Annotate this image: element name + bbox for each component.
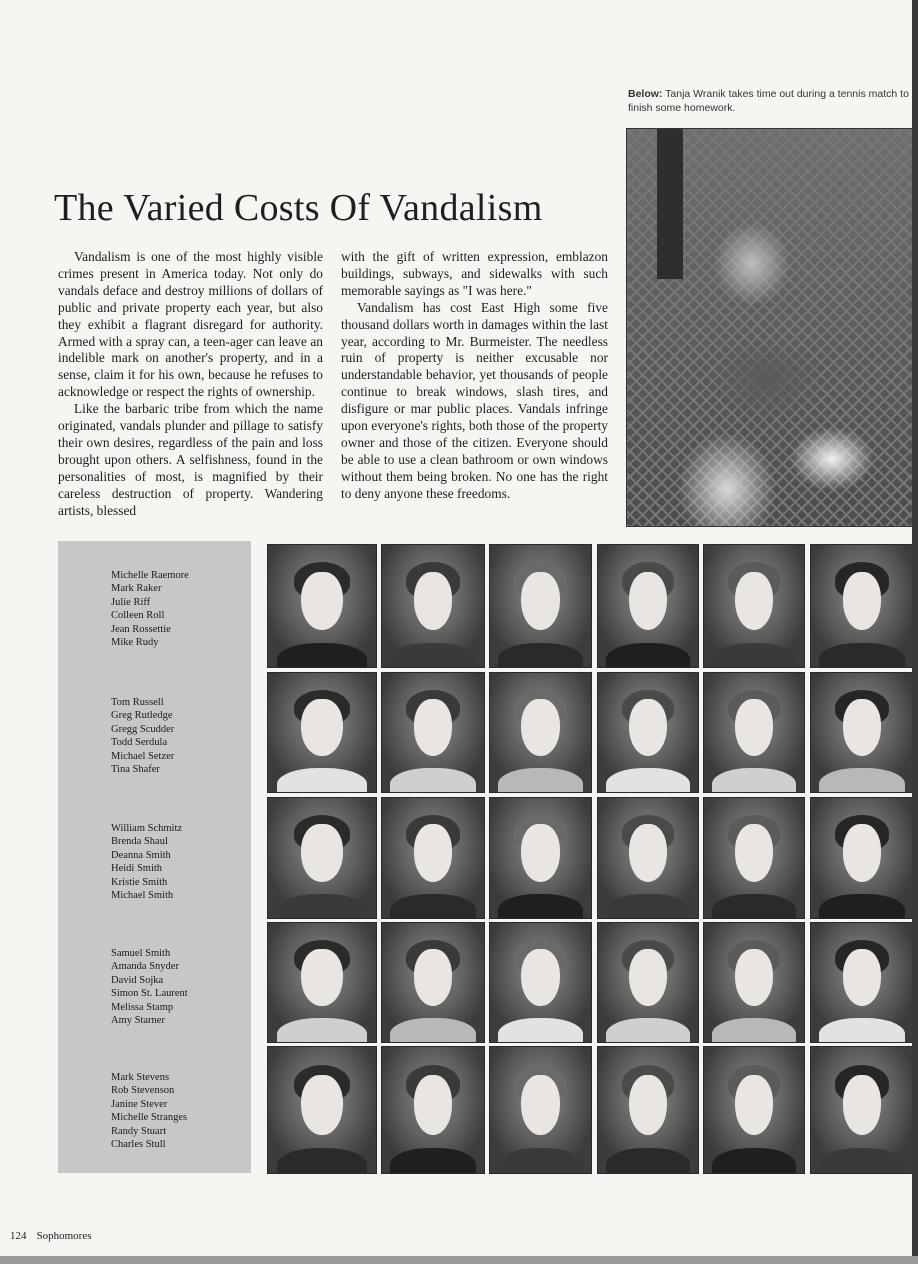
page-footer: [10, 1230, 92, 1242]
portrait-shoulders: [712, 768, 796, 793]
portrait-shoulders: [712, 643, 796, 668]
portrait-face: [521, 572, 559, 631]
student-name: Samuel Smith: [111, 948, 171, 959]
portrait-shoulders: [277, 1148, 368, 1174]
student-name: Melissa Stamp: [111, 1001, 174, 1013]
student-name: Amy Starner: [111, 1015, 165, 1027]
portrait-face: [843, 824, 882, 882]
student-portrait: [810, 672, 914, 793]
student-portrait: [381, 1046, 485, 1174]
portrait-shoulders: [498, 1148, 583, 1174]
student-portrait: [489, 922, 592, 1043]
portrait-face: [301, 699, 342, 756]
portrait-shoulders: [498, 1018, 583, 1043]
student-name: Mark Raker: [111, 583, 162, 595]
name-list-row-2: [111, 696, 251, 776]
portrait-shoulders: [712, 894, 796, 919]
portrait-shoulders: [277, 894, 368, 919]
name-list-row-4: [111, 947, 251, 1027]
student-portrait: [810, 797, 914, 919]
portrait-face: [521, 824, 559, 882]
article-title: The Varied Costs Of Vandalism: [54, 187, 543, 229]
feature-photo: [626, 128, 914, 527]
student-name: Charles Stull: [111, 1139, 166, 1151]
portrait-face: [414, 699, 453, 756]
student-name: Tina Shafer: [111, 764, 160, 776]
page-edge: [912, 0, 918, 1264]
student-portrait: [810, 922, 914, 1043]
portrait-shoulders: [606, 643, 690, 668]
paragraph: with the gift of written expression, emblazon buildings, subways, and sidewalks with such memorable sayings as "I was here.": [341, 249, 608, 298]
portrait-face: [629, 699, 667, 756]
student-name: Brenda Shaul: [111, 836, 168, 848]
student-portrait: [267, 544, 377, 668]
student-name: Rob Stevenson: [111, 1085, 175, 1097]
page-number: 124: [10, 1230, 27, 1242]
student-portrait: [381, 922, 485, 1043]
student-portrait: [703, 544, 805, 668]
student-portrait: [703, 922, 805, 1043]
caption-text: Tanja Wranik takes time out during a tennis match to finish some homework.: [628, 88, 909, 114]
student-portrait: [267, 922, 377, 1043]
portrait-face: [735, 1075, 773, 1135]
student-portrait: [381, 672, 485, 793]
student-name: Deanna Smith: [111, 849, 171, 861]
portrait-shoulders: [606, 1148, 690, 1174]
student-name: Mark Stevens: [111, 1072, 170, 1083]
article-column-2: [341, 249, 608, 503]
paragraph: Vandalism has cost East High some five thousand dollars worth in damages within the last year, according to Mr. Burmeister. The needless ruin of property is neither excusable nor understandable behavior, yet thousands of people continue to break windows, slash tires, and disfigure or mar public places. Vandals infringe upon everyone's rights, both those of the property owner and those of the citizen. Everyone should be able to use a clean bathroom or own windows without them being broken. No one has the right to deny anyone these freedoms.: [341, 299, 608, 501]
portrait-shoulders: [498, 768, 583, 793]
portrait-shoulders: [277, 1018, 368, 1043]
student-portrait: [381, 544, 485, 668]
student-portrait: [267, 1046, 377, 1174]
portrait-shoulders: [390, 643, 476, 668]
student-name: Janine Stever: [111, 1098, 168, 1110]
student-name: David Sojka: [111, 974, 164, 986]
student-name: Simon St. Laurent: [111, 988, 188, 1000]
portrait-shoulders: [712, 1018, 796, 1043]
portrait-face: [414, 572, 453, 631]
portrait-shoulders: [498, 894, 583, 919]
photo-caption: [628, 87, 914, 115]
paragraph: Like the barbaric tribe from which the name originated, vandals plunder and pillage to satisfy their own desires, regardless of the pain and loss brought upon others. A selfishness, found in the personalities of most, is magnified by their careless destruction of property. Wandering artists, blessed: [58, 401, 323, 518]
name-list-row-3: [111, 822, 251, 902]
portrait-face: [629, 949, 667, 1006]
portrait-face: [301, 949, 342, 1006]
student-name: Amanda Snyder: [111, 961, 179, 973]
portrait-shoulders: [819, 894, 905, 919]
section-name: Sophomores: [36, 1230, 92, 1242]
portrait-face: [521, 1075, 559, 1135]
portrait-shoulders: [390, 894, 476, 919]
student-name: Gregg Scudder: [111, 723, 175, 735]
student-portrait: [489, 1046, 592, 1174]
student-portrait: [381, 797, 485, 919]
portrait-shoulders: [390, 768, 476, 793]
name-list-row-1: [111, 569, 251, 649]
fence-pole: [657, 129, 683, 279]
portrait-face: [301, 572, 342, 631]
student-name: William Schmitz: [111, 823, 183, 834]
student-portrait: [489, 672, 592, 793]
portrait-face: [843, 699, 882, 756]
student-name: Tom Russell: [111, 697, 164, 708]
article-column-1: [58, 249, 323, 520]
student-name: Julie Riff: [111, 596, 151, 608]
student-name: Michael Setzer: [111, 750, 175, 762]
caption-lead: Below:: [628, 88, 663, 100]
portrait-shoulders: [277, 643, 368, 668]
student-portrait: [703, 672, 805, 793]
student-name: Kristie Smith: [111, 876, 168, 888]
student-portrait: [703, 797, 805, 919]
student-name: Todd Serdula: [111, 737, 168, 749]
portrait-shoulders: [498, 643, 583, 668]
portrait-face: [521, 699, 559, 756]
portrait-face: [735, 572, 773, 631]
portrait-face: [414, 1075, 453, 1135]
portrait-face: [521, 949, 559, 1006]
student-portrait: [489, 797, 592, 919]
student-name: Colleen Roll: [111, 610, 165, 622]
portrait-shoulders: [819, 1018, 905, 1043]
portrait-face: [629, 572, 667, 631]
student-portrait: [597, 672, 699, 793]
portrait-face: [414, 949, 453, 1006]
student-portrait: [267, 797, 377, 919]
portrait-shoulders: [390, 1148, 476, 1174]
portrait-face: [843, 1075, 882, 1135]
student-name: Michelle Raemore: [111, 570, 189, 581]
student-name: Heidi Smith: [111, 863, 163, 875]
portrait-face: [735, 824, 773, 882]
name-list-row-5: [111, 1071, 251, 1151]
portrait-shoulders: [606, 894, 690, 919]
portrait-shoulders: [819, 1148, 905, 1174]
student-portrait: [267, 672, 377, 793]
portrait-face: [414, 824, 453, 882]
student-portrait: [597, 797, 699, 919]
student-portrait: [703, 1046, 805, 1174]
student-name: Mike Rudy: [111, 637, 159, 649]
student-name: Michelle Stranges: [111, 1112, 188, 1124]
student-name: Greg Rutledge: [111, 710, 173, 722]
student-portrait: [489, 544, 592, 668]
paragraph: Vandalism is one of the most highly visible crimes present in America today. Not only do vandals deface and destroy millions of dollars of public and private property each year, but also they exhibit a flagrant disregard for authority. Armed with a spray can, a teen-ager can leave an indelible mark on another's property, and in a sense, claim it for his own, because he refuses to acknowledge or respect the rights of ownership.: [58, 249, 323, 400]
page-edge: [0, 1256, 918, 1264]
portrait-shoulders: [819, 643, 905, 668]
student-name: Jean Rossettie: [111, 623, 171, 635]
student-name: Michael Smith: [111, 890, 174, 902]
student-portrait: [597, 922, 699, 1043]
portrait-shoulders: [819, 768, 905, 793]
portrait-face: [629, 824, 667, 882]
portrait-face: [843, 572, 882, 631]
portrait-face: [301, 824, 342, 882]
student-portrait: [597, 1046, 699, 1174]
student-name: Randy Stuart: [111, 1125, 167, 1137]
portrait-shoulders: [390, 1018, 476, 1043]
student-portrait: [810, 1046, 914, 1174]
student-portrait: [810, 544, 914, 668]
portrait-shoulders: [606, 768, 690, 793]
student-portrait: [597, 544, 699, 668]
portrait-face: [843, 949, 882, 1006]
portrait-face: [735, 699, 773, 756]
portrait-face: [301, 1075, 342, 1135]
portrait-shoulders: [606, 1018, 690, 1043]
portrait-face: [629, 1075, 667, 1135]
portrait-shoulders: [277, 768, 368, 793]
portrait-shoulders: [712, 1148, 796, 1174]
portrait-face: [735, 949, 773, 1006]
